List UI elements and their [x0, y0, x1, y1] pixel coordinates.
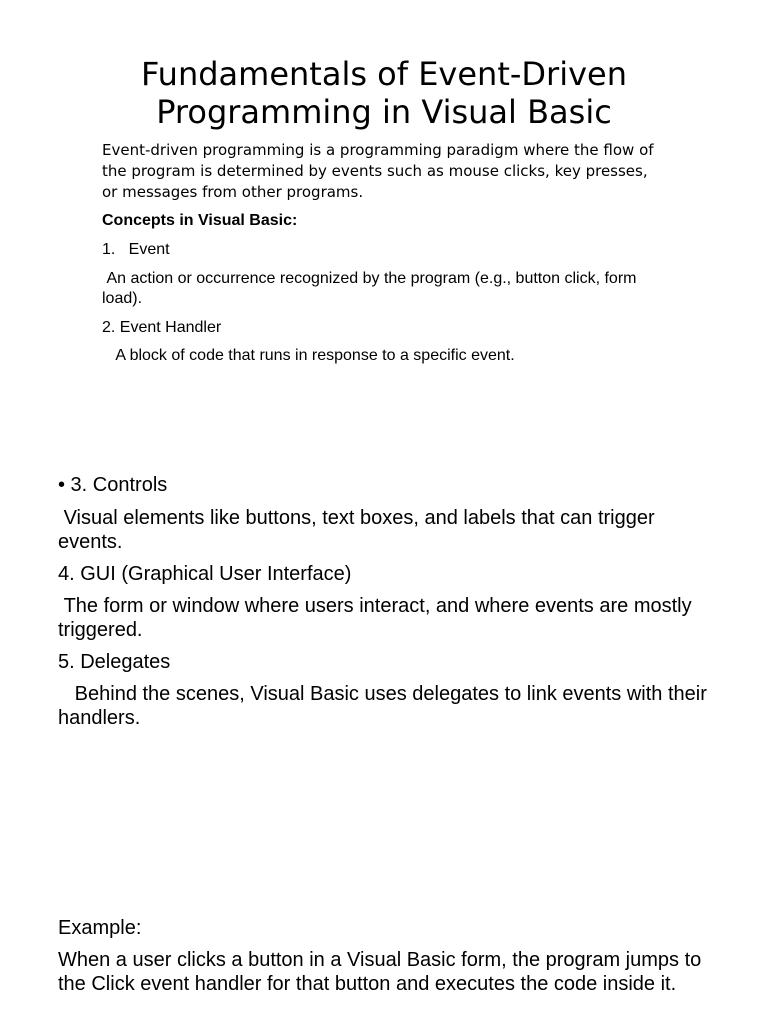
item-5-description: Behind the scenes, Visual Basic uses delegates to link events with their handlers.	[58, 683, 713, 729]
example-text: When a user clicks a button in a Visual Basic form, the program jumps to the Click event handler for that button and executes the code inside it.	[58, 949, 707, 995]
intro-paragraph: Event-driven programming is a programming paradigm where the flow of the program is determined by events such as mouse clicks, key presses, or messages from other programs.	[102, 141, 659, 201]
item-2-description: A block of code that runs in response to a specific event.	[102, 347, 515, 364]
title-line-2: Programming in Visual Basic	[156, 93, 612, 131]
item-1-title: 1. Event	[102, 241, 170, 258]
item-3-title: • 3. Controls	[58, 474, 168, 496]
page-title	[60, 55, 708, 131]
item-3-description: Visual elements like buttons, text boxes, and labels that can trigger events.	[58, 507, 661, 553]
example-heading: Example:	[58, 917, 142, 939]
title-line-1: Fundamentals of Event-Driven	[141, 55, 627, 93]
item-1-description: An action or occurrence recognized by the program (e.g., button click, form load).	[102, 270, 641, 307]
item-5-title: 5. Delegates	[58, 651, 171, 673]
item-2-title: 2. Event Handler	[102, 319, 222, 336]
item-4-description: The form or window where users interact, and where events are mostly triggered.	[58, 595, 698, 641]
item-4-title: 4. GUI (Graphical User Interface)	[58, 563, 352, 585]
concepts-heading: Concepts in Visual Basic:	[102, 212, 298, 229]
